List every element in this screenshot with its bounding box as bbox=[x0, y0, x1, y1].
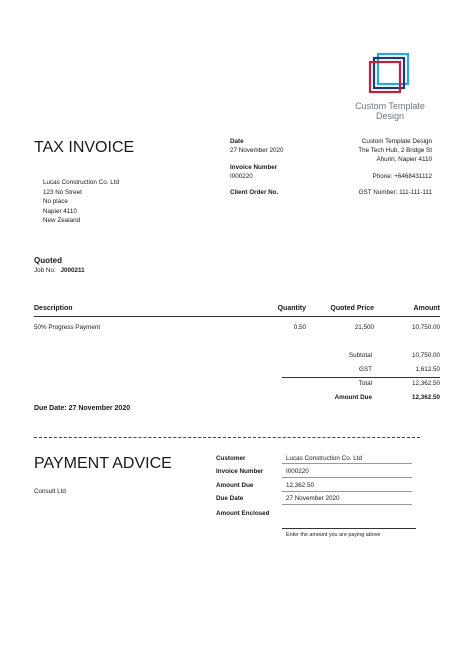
advice-due-date-label: Due Date bbox=[216, 495, 244, 502]
due-date: Due Date: 27 November 2020 bbox=[34, 405, 131, 412]
total-label: Total bbox=[358, 380, 372, 387]
amount-enclosed-hint: Enter the amount you are paying above bbox=[286, 532, 381, 538]
bill-to-line: New Zealand bbox=[43, 217, 81, 225]
customer-label: Customer bbox=[216, 455, 246, 462]
company-city: Ahuriri, Napier 4110 bbox=[376, 156, 432, 163]
totals-rule bbox=[282, 377, 440, 378]
row-quantity: 0.50 bbox=[293, 324, 306, 331]
bill-to-address bbox=[43, 178, 119, 226]
subtotal-value: 10,750.00 bbox=[411, 352, 440, 359]
advice-invoice-number-value: I000220 bbox=[286, 468, 309, 475]
col-header-amount: Amount bbox=[413, 305, 440, 312]
logo-text-line1: Custom Template bbox=[355, 101, 425, 111]
date-label: Date bbox=[230, 138, 244, 145]
logo-text-line2: Design bbox=[375, 111, 404, 121]
amount-enclosed-input[interactable] bbox=[282, 510, 416, 529]
date-value: 27 November 2020 bbox=[230, 147, 284, 154]
total-value: 12,362.50 bbox=[411, 380, 440, 387]
advice-due-date-value: 27 November 2020 bbox=[286, 495, 340, 502]
payment-advice-recipient: Consult Ltd bbox=[34, 488, 66, 495]
col-header-description: Description bbox=[34, 305, 73, 312]
advice-amount-due-value: 12,362.50 bbox=[286, 482, 315, 489]
gst-value: 1,612.50 bbox=[415, 366, 440, 373]
customer-value: Lucas Construction Co. Ltd bbox=[286, 455, 362, 462]
invoice-title: TAX INVOICE bbox=[34, 139, 135, 156]
row-description: 50% Progress Payment bbox=[34, 324, 101, 331]
company-phone: Phone: +6468431112 bbox=[372, 173, 432, 180]
due-date-rule bbox=[282, 504, 412, 505]
invoice-meta bbox=[230, 137, 284, 197]
logo-squares-icon bbox=[366, 50, 412, 96]
company-street: The Tech Hub, 2 Bridge St bbox=[358, 147, 432, 154]
payment-advice-title: PAYMENT ADVICE bbox=[34, 455, 172, 472]
bill-to-line: Lucas Construction Co. Ltd bbox=[43, 179, 119, 186]
client-order-label: Client Order No. bbox=[230, 189, 279, 196]
row-price: 21,500 bbox=[354, 324, 374, 331]
invoice-number-label: Invoice Number bbox=[230, 164, 278, 171]
company-details bbox=[320, 137, 432, 197]
job-label: Job No: bbox=[34, 267, 56, 274]
bill-to-line: 123 No Street bbox=[43, 188, 82, 196]
customer-rule bbox=[282, 463, 412, 464]
subtotal-label: Subtotal bbox=[348, 352, 372, 359]
bill-to-line: Napier 4110 bbox=[43, 207, 77, 215]
job-number bbox=[34, 267, 85, 274]
gst-label: GST bbox=[359, 366, 372, 373]
amount-due-label: Amount Due bbox=[334, 394, 372, 401]
advice-invoice-number-label: Invoice Number bbox=[216, 468, 264, 475]
row-amount: 10,750.00 bbox=[411, 324, 440, 331]
table-header-rule bbox=[34, 316, 440, 317]
amount-enclosed-label: Amount Enclosed bbox=[216, 510, 270, 517]
invoice-number-value: I000220 bbox=[230, 173, 253, 180]
quoted-heading: Quoted bbox=[34, 256, 62, 265]
job-value: J000211 bbox=[60, 267, 85, 274]
amount-due-rule bbox=[282, 491, 412, 492]
cut-line-divider bbox=[34, 437, 420, 438]
bill-to-line: No place bbox=[43, 198, 68, 206]
amount-due-value: 12,362.50 bbox=[411, 394, 440, 401]
col-header-quantity: Quantity bbox=[277, 305, 306, 312]
invoice-number-rule bbox=[282, 477, 412, 478]
col-header-price: Quoted Price bbox=[330, 305, 374, 312]
company-gst-number: GST Number: 111-111-111 bbox=[358, 189, 432, 196]
company-name: Custom Template Design bbox=[361, 138, 432, 145]
advice-amount-due-label: Amount Due bbox=[216, 482, 254, 489]
